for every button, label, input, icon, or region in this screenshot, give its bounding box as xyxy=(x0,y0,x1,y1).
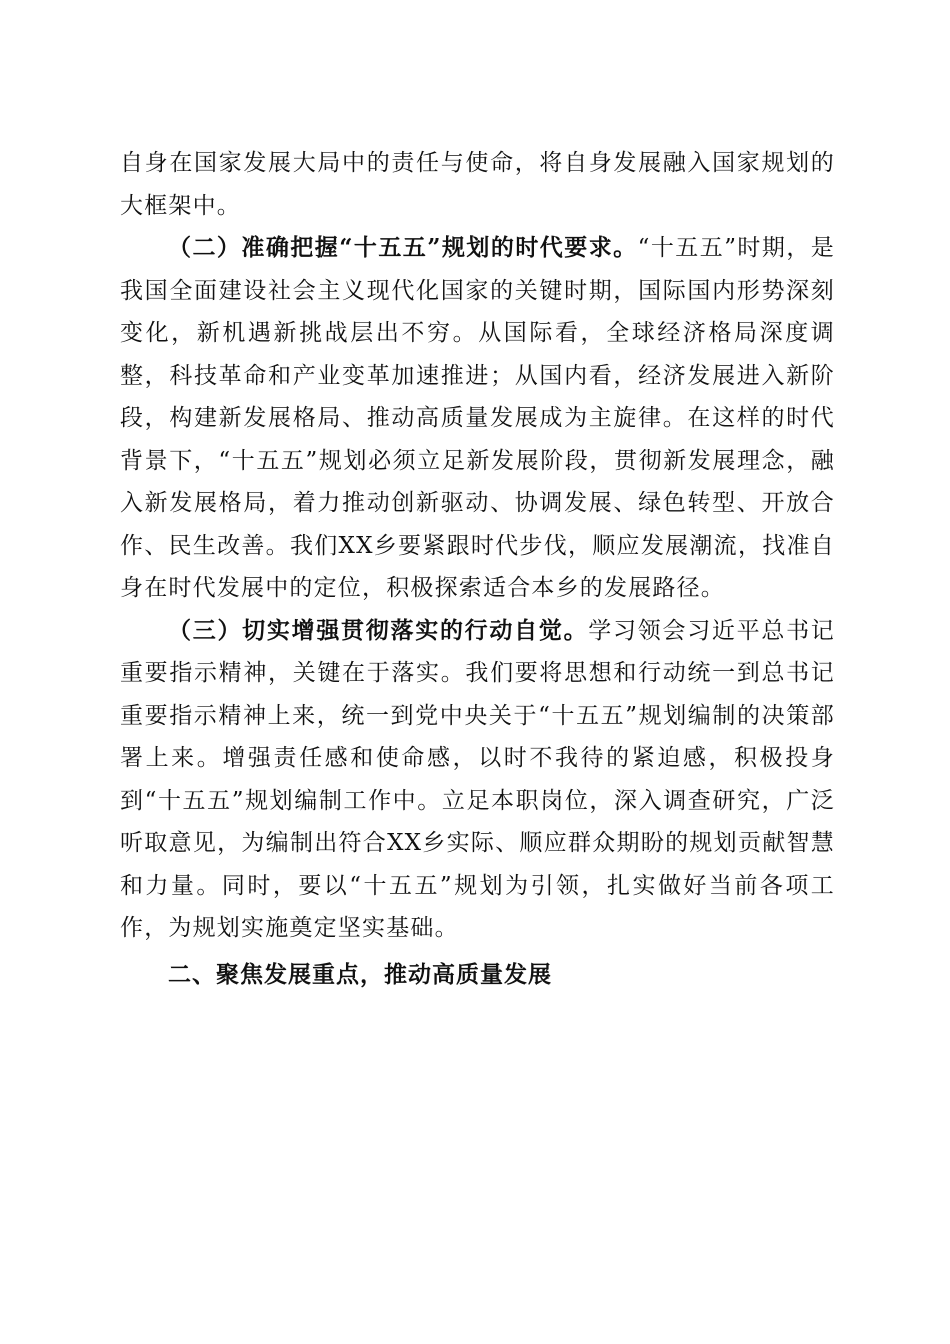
paragraph-continuation xyxy=(120,142,835,227)
paragraph-era-requirements xyxy=(120,227,835,610)
paragraph-action-consciousness xyxy=(120,610,835,950)
paragraph-text: 学习领会习近平总书记重要指示精神，关键在于落实。我们要将思想和行动统一到总书记重要指示精神上来，统一到党中央关于“十五五”规划编制的决策部署上来。增强责任感和使命感，以时不我待的紧迫感，积极投身到“十五五”规划编制工作中。立足本职岗位，深入调查研究，广泛听取意见，为编制出符合XX乡实际、顺应群众期盼的规划贡献智慧和力量。同时，要以“十五五”规划为引领，扎实做好当前各项工作，为规划实施奠定坚实基础。 xyxy=(120,617,836,941)
section-heading: 二、聚焦发展重点，推动高质量发展 xyxy=(168,961,552,988)
subheading-era-requirements: （二）准确把握“十五五”规划的时代要求。 xyxy=(168,234,638,261)
paragraph-text: 自身在国家发展大局中的责任与使命，将自身发展融入国家规划的大框架中。 xyxy=(120,150,835,219)
document-body xyxy=(120,142,835,996)
paragraph-text: “十五五”时期，是我国全面建设社会主义现代化国家的关键时期，国际国内形势深刻变化，新机遇新挑战层出不穷。从国际看，全球经济格局深度调整，科技革命和产业变革加速推进；从国内看，经济发展进入新阶段，构建新发展格局、推动高质量发展成为主旋律。在这样的时代背景下，“十五五”规划必须立足新发展阶段，贯彻新发展理念，融入新发展格局，着力推动创新驱动、协调发展、绿色转型、开放合作、民生改善。我们XX乡要紧跟时代步伐，顺应发展潮流，找准自身在时代发展中的定位，积极探索适合本乡的发展路径。 xyxy=(120,235,835,601)
subheading-action-consciousness: （三）切实增强贯彻落实的行动自觉。 xyxy=(168,616,589,644)
